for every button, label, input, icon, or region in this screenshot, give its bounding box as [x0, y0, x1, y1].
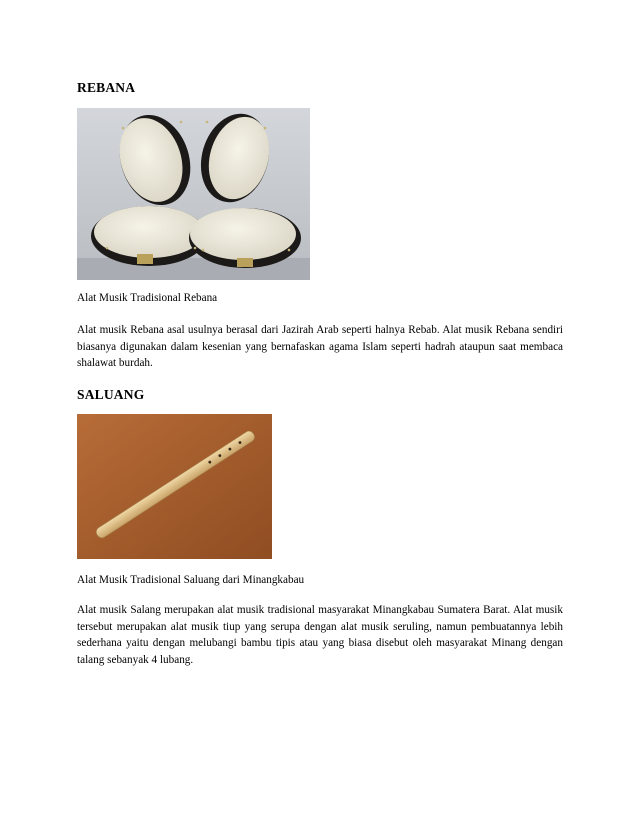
image-caption-rebana: Alat Musik Tradisional Rebana [77, 292, 218, 304]
saluang-photo [77, 414, 272, 559]
section-heading-saluang: SALUANG [77, 387, 145, 402]
image-caption-saluang: Alat Musik Tradisional Saluang dari Minangkabau [77, 574, 305, 586]
rebana-photo [77, 108, 310, 280]
paragraph-rebana: Alat musik Rebana asal usulnya berasal dari Jazirah Arab seperti halnya Rebab. Alat musik Rebana sendiri biasanya digunakan dalam kesenian yang bernafaskan agama Islam seperti hadrah ataupun saat membaca shalawat burdah. [77, 324, 563, 370]
paragraph-saluang: Alat musik Salang merupakan alat musik tradisional masyarakat Minangkabau Sumatera Barat. Alat musik tersebut merupakan alat musik tiup yang serupa dengan alat musik seruling, namun pembuatannya lebih sederhana yaitu dengan melubangi bambu tipis atau yang biasa disebut oleh masyarakat Minang dengan talang sebanyak 4 lubang. [77, 604, 563, 666]
section-heading-rebana: REBANA [77, 80, 136, 95]
rebana-drums-image [77, 108, 310, 280]
saluang-flute-image [77, 414, 272, 559]
